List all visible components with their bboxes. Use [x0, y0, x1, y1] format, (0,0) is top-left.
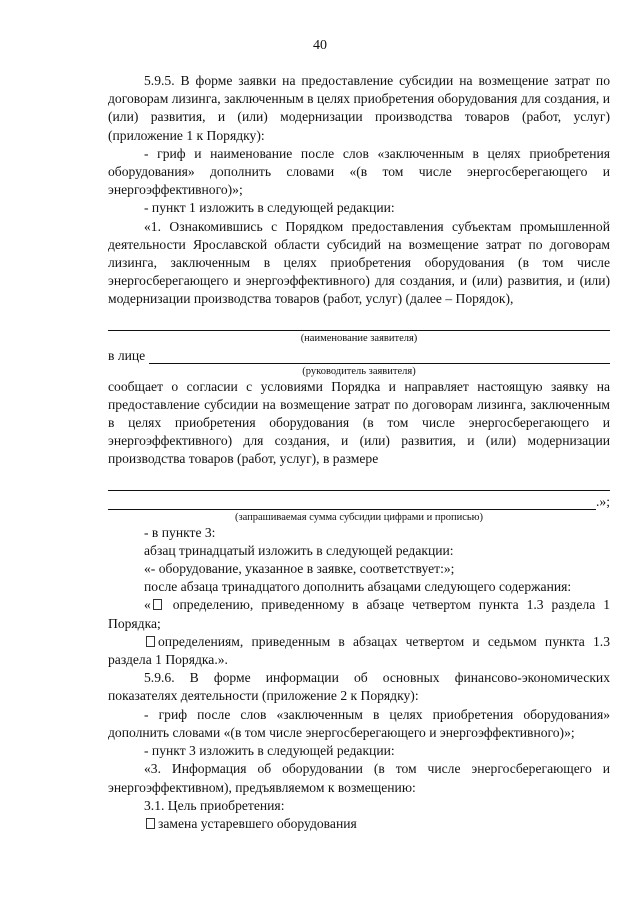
punkt-3-intro: - пункт 3 изложить в следующей редакции: [144, 743, 395, 759]
info-3-text: «3. Информация об оборудовании (в том числе энергосберегающего и энергоэффективном), предъявляемом к возмещению: [108, 761, 610, 795]
consent-paragraph: сообщает о согласии с условиями Порядка и направляет настоящую заявку на предоставление субсидии на возмещение затрат по договорам лизинга, заключенным в целях приобретения оборудования (в том числе энергосберегающего и энергоэффективного) для создания, и (или) развития, и (или) модернизации производства товаров (работ, услуг), в размере [108, 378, 610, 467]
punkt-1-text: «1. Ознакомившись с Порядком предоставления субъектам промышленной деятельности Ярославской области субсидий на возмещение затрат по договорам лизинга, заключенным в целях приобретения оборудования (в том числе энергосберегающего и энергоэффективного) для создания, и (или) развития, и (или) модернизации производства товаров (работ, услуг) (далее – Порядок), [108, 218, 610, 307]
paragraph-5-9-5: 5.9.5. В форме заявки на предоставление субсидии на возмещение затрат по договорам лизинга, заключенным в целях приобретения оборудования для создания, и (или) развития, и (или) модернизации производства товаров (работ, услуг) (приложение 1 к Порядку): [108, 73, 610, 143]
v-lice-label: в лице [108, 347, 146, 363]
cel-priobreteniya: 3.1. Цель приобретения: [144, 797, 285, 813]
caption-amount: (запрашиваемая сумма субсидии цифрами и прописью) [234, 511, 484, 523]
caption-applicant: (наименование заявителя) [300, 332, 418, 344]
list-item-2-text: определениям, приведенным в абзацах четвертом и седьмом пункта 1.3 раздела 1 Порядка.». [108, 633, 610, 668]
applicant-head-line[interactable] [149, 349, 610, 364]
list-item-1 [108, 596, 610, 632]
paragraph-5-9-6: 5.9.6. В форме информации об основных финансово-экономических показателях деятельности (приложение 2 к Порядку): [108, 670, 610, 704]
caption-head: (руководитель заявителя) [302, 365, 416, 377]
quote-mark: « [144, 597, 151, 613]
applicant-name-line[interactable] [108, 316, 610, 331]
grif-amendment-1: - гриф и наименование после слов «заключенным в целях приобретения оборудования» дополнить словами «(в том числе энергосберегающего и энергоэффективного)»; [108, 145, 610, 198]
amount-line-1[interactable] [108, 476, 610, 491]
punkt-1-intro: - пункт 1 изложить в следующей редакции: [144, 200, 395, 216]
list-item-2 [108, 633, 610, 669]
grif-amendment-2: - гриф после слов «заключенным в целях приобретения оборудования» дополнить словами «(в том числе энергосберегающего и энергоэффективного)»; [108, 706, 610, 740]
amount-line-2[interactable] [108, 495, 596, 510]
oborudovanie-text: «- оборудование, указанное в заявке, соответствует:»; [144, 561, 455, 577]
checkbox-square-icon [153, 599, 162, 610]
punkt-3-label: - в пункте 3: [144, 524, 216, 540]
zamena-item [108, 815, 610, 833]
zamena-text: замена устаревшего оборудования [158, 815, 357, 831]
checkbox-square-icon [146, 636, 155, 647]
amount-end: .»; [596, 493, 610, 509]
list-item-1-text: определению, приведенному в абзаце четвертом пункта 1.3 раздела 1 Порядка; [108, 597, 610, 631]
document-body [108, 72, 610, 833]
abzac-13-intro: абзац тринадцатый изложить в следующей редакции: [144, 542, 454, 558]
checkbox-square-icon [146, 818, 155, 829]
page-number: 40 [313, 38, 327, 53]
posle-abzaca-text: после абзаца тринадцатого дополнить абзацами следующего содержания: [144, 579, 572, 595]
